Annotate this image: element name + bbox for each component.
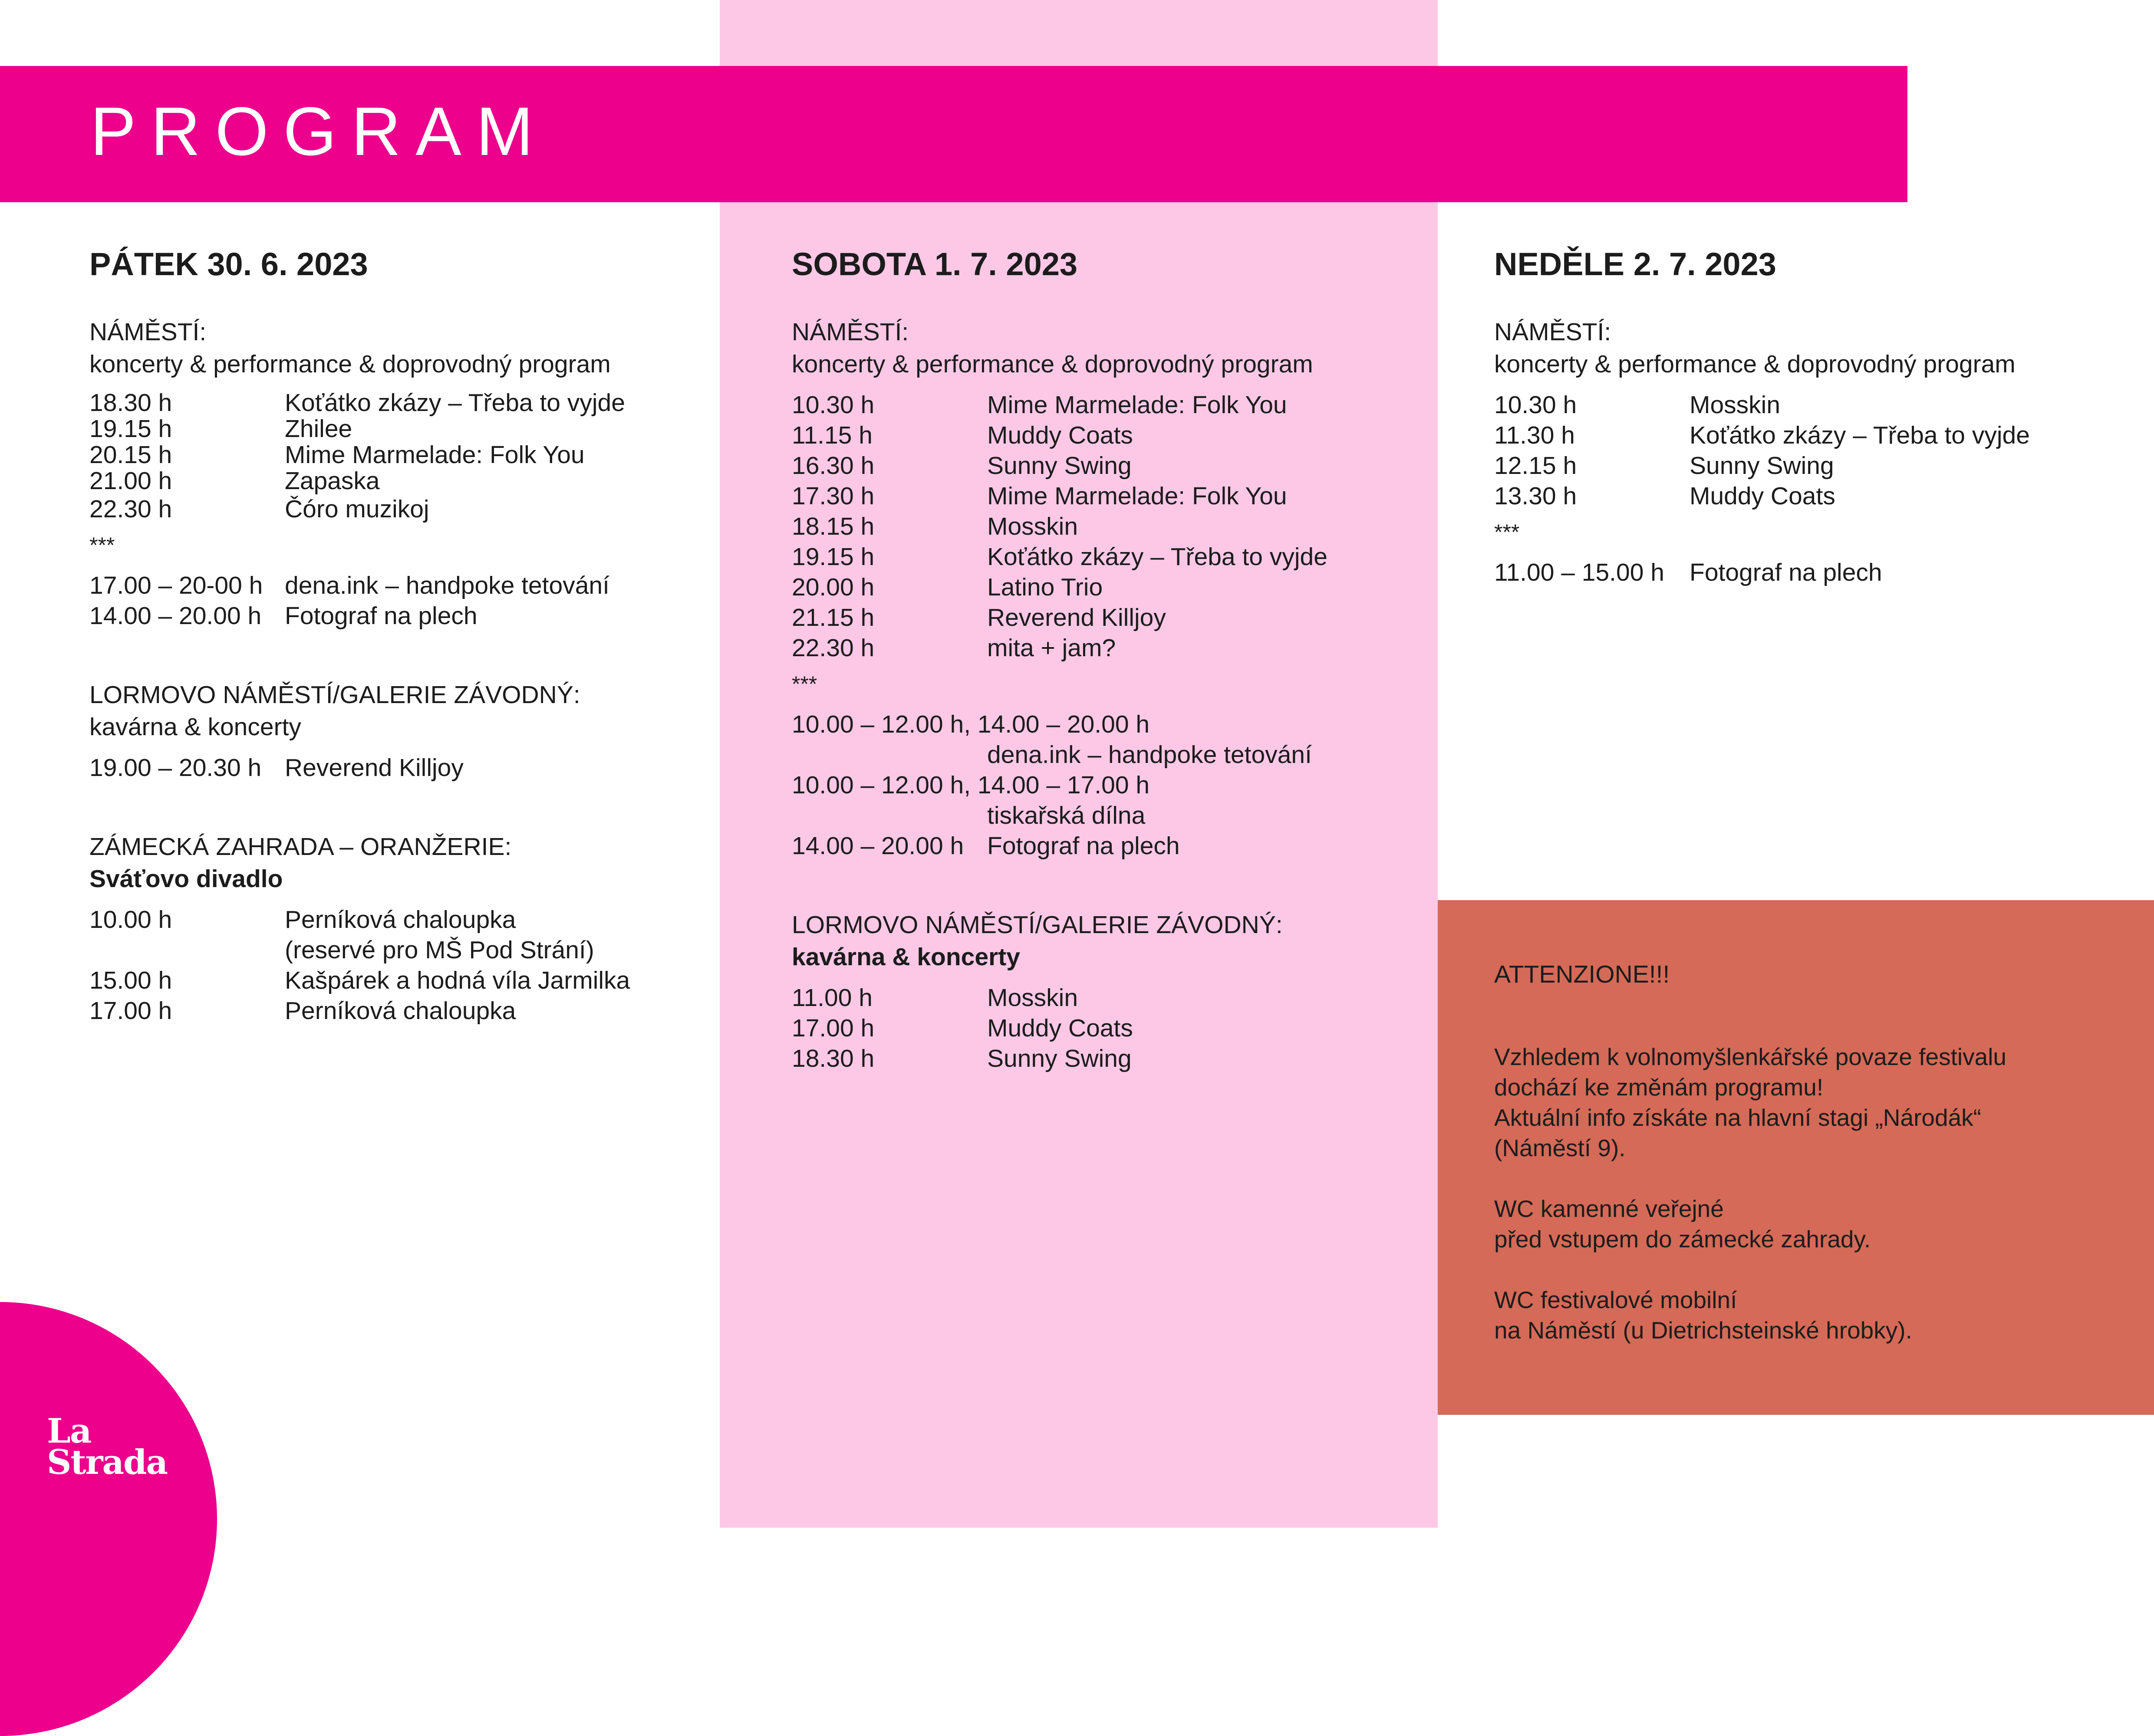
program-item	[792, 420, 1400, 450]
section-subtitle: koncerty & performance & doprovodný program	[1494, 350, 2016, 378]
item-name: mita + jam?	[987, 634, 1116, 662]
item-name: Zhilee	[285, 415, 352, 443]
day-column-friday	[89, 248, 697, 1026]
item-time: 21.00 h	[89, 467, 172, 495]
program-item	[89, 442, 697, 468]
item-time: 12.15 h	[1494, 452, 1577, 480]
item-time: 10.00 h	[89, 906, 172, 934]
separator: ***	[89, 533, 115, 557]
item-name: Zapaska	[285, 467, 380, 495]
item-time: 19.15 h	[792, 543, 875, 571]
la-strada-logo	[47, 1411, 168, 1482]
day-title: SOBOTA 1. 7. 2023	[792, 246, 1078, 282]
program-item	[792, 831, 1400, 861]
program-item	[792, 1043, 1400, 1074]
item-time: 11.30 h	[1494, 421, 1575, 449]
item-name: Fotograf na plech	[285, 602, 478, 630]
notice-title: ATTENZIONE!!!	[1494, 960, 1670, 988]
program-item	[792, 542, 1400, 572]
item-time: 10.30 h	[1494, 391, 1577, 419]
item-time: 20.15 h	[89, 441, 172, 469]
program-item	[89, 468, 697, 494]
item-name: Fotograf na plech	[1690, 559, 1882, 586]
notice-line: Vzhledem k volnomyšlenkářské povaze festivalu	[1494, 1043, 2007, 1070]
section-subtitle: Sváťovo divadlo	[89, 865, 283, 893]
item-time: 18.15 h	[792, 513, 875, 540]
item-time: 19.15 h	[89, 415, 172, 443]
program-item	[89, 965, 697, 996]
item-name: Reverend Killjoy	[987, 604, 1166, 631]
item-name: Muddy Coats	[987, 421, 1133, 449]
item-time: 22.30 h	[792, 634, 875, 662]
logo-line: Strada	[47, 1443, 168, 1482]
program-item	[792, 511, 1400, 542]
program-item	[89, 416, 697, 442]
program-item	[1494, 420, 2102, 450]
item-name: Čóro muzikoj	[285, 495, 429, 523]
item-time: 20.00 h	[792, 573, 875, 601]
program-item	[89, 601, 697, 631]
logo-line: La	[47, 1411, 91, 1451]
program-item	[792, 390, 1400, 420]
notice-paragraph	[1494, 1194, 2128, 1254]
item-note: (reservé pro MŠ Pod Strání)	[285, 936, 594, 964]
notice-line: před vstupem do zámecké zahrady.	[1494, 1226, 1871, 1253]
program-item	[792, 1013, 1400, 1043]
program-item-name: dena.ink – handpoke tetování	[987, 741, 1312, 769]
notice-line: WC kamenné veřejné	[1494, 1195, 1724, 1222]
item-time: 19.00 – 20.30 h	[89, 754, 262, 782]
item-time: 13.30 h	[1494, 482, 1577, 510]
section-subtitle: kavárna & koncerty	[89, 713, 301, 741]
item-name: Muddy Coats	[987, 1014, 1133, 1042]
section-title: NÁMĚSTÍ:	[89, 318, 207, 346]
item-name: dena.ink – handpoke tetování	[285, 572, 609, 599]
program-item	[792, 983, 1400, 1013]
item-time: 15.00 h	[89, 967, 172, 994]
program-item	[89, 996, 697, 1026]
section-title: NÁMĚSTÍ:	[1494, 318, 1611, 346]
notice-content	[1494, 959, 2128, 1376]
program-item-name: tiskařská dílna	[987, 802, 1146, 829]
section-subtitle: koncerty & performance & doprovodný program	[89, 350, 611, 378]
item-name: Perníková chaloupka	[285, 906, 516, 934]
item-name: Koťátko zkázy – Třeba to vyjde	[285, 389, 625, 417]
item-name: Muddy Coats	[1690, 482, 1835, 510]
item-time: 10.30 h	[792, 391, 875, 419]
item-time: 17.00 – 20-00 h	[89, 572, 263, 599]
program-item	[792, 481, 1400, 511]
logo-circle	[0, 1302, 217, 1736]
item-name: Fotograf na plech	[987, 832, 1180, 860]
program-item	[89, 570, 697, 601]
item-time: 18.30 h	[89, 389, 172, 417]
separator: ***	[792, 672, 817, 696]
item-name: Sunny Swing	[1690, 452, 1834, 480]
item-name: Mosskin	[1690, 391, 1781, 419]
day-column-sunday	[1494, 248, 2102, 588]
page-title: PROGRAM	[90, 93, 548, 170]
item-name: Koťátko zkázy – Třeba to vyjde	[987, 543, 1327, 571]
item-name: Sunny Swing	[987, 1045, 1132, 1072]
item-time: 11.00 h	[792, 984, 873, 1012]
section-subtitle: koncerty & performance & doprovodný program	[792, 350, 1313, 378]
item-time: 14.00 – 20.00 h	[89, 602, 262, 630]
program-item	[792, 633, 1400, 663]
item-name: Reverend Killjoy	[285, 754, 464, 782]
program-item	[792, 602, 1400, 633]
program-item	[1494, 557, 2102, 588]
item-name: Koťátko zkázy – Třeba to vyjde	[1690, 421, 2030, 449]
item-time: 14.00 – 20.00 h	[792, 832, 964, 860]
program-item-time: 10.00 – 12.00 h, 14.00 – 20.00 h	[792, 710, 1150, 738]
section-title: LORMOVO NÁMĚSTÍ/GALERIE ZÁVODNÝ:	[89, 681, 580, 709]
item-name: Kašpárek a hodná víla Jarmilka	[285, 967, 630, 994]
item-name: Perníková chaloupka	[285, 997, 516, 1025]
day-column-saturday	[792, 248, 1400, 1074]
separator: ***	[1494, 520, 1520, 544]
item-time: 17.00 h	[89, 997, 172, 1025]
program-item	[792, 450, 1400, 481]
item-time: 11.15 h	[792, 421, 873, 449]
notice-line: dochází ke změnám programu!	[1494, 1074, 1824, 1101]
item-name: Sunny Swing	[987, 452, 1132, 480]
notice-line: WC festivalové mobilní	[1494, 1286, 1737, 1313]
program-item	[89, 494, 697, 524]
program-item	[1494, 450, 2102, 481]
item-name: Latino Trio	[987, 573, 1103, 601]
item-name: Mime Marmelade: Folk You	[285, 441, 585, 469]
program-item-time: 10.00 – 12.00 h, 14.00 – 17.00 h	[792, 771, 1150, 799]
section-title: ZÁMECKÁ ZAHRADA – ORANŽERIE:	[89, 833, 512, 861]
section-subtitle: kavárna & koncerty	[792, 943, 1020, 971]
item-time: 22.30 h	[89, 495, 172, 523]
item-name: Mosskin	[987, 984, 1078, 1012]
item-time: 21.15 h	[792, 604, 875, 631]
program-item	[89, 904, 697, 935]
notice-line: na Náměstí (u Dietrichsteinské hrobky).	[1494, 1317, 1912, 1344]
item-time: 17.30 h	[792, 482, 875, 510]
section-title: LORMOVO NÁMĚSTÍ/GALERIE ZÁVODNÝ:	[792, 911, 1283, 939]
notice-paragraph	[1494, 1042, 2128, 1163]
item-name: Mosskin	[987, 513, 1078, 540]
item-time: 17.00 h	[792, 1014, 875, 1042]
item-time: 18.30 h	[792, 1045, 875, 1072]
day-title: NEDĚLE 2. 7. 2023	[1494, 246, 1776, 282]
day-title: PÁTEK 30. 6. 2023	[89, 246, 368, 282]
program-item	[89, 753, 697, 783]
notice-line: Aktuální info získáte na hlavní stagi „Národák“	[1494, 1104, 1981, 1131]
item-name: Mime Marmelade: Folk You	[987, 482, 1287, 510]
section-title: NÁMĚSTÍ:	[792, 318, 909, 346]
program-item	[1494, 390, 2102, 420]
program-item	[1494, 481, 2102, 511]
notice-line: (Náměstí 9).	[1494, 1134, 1626, 1161]
program-item	[89, 390, 697, 416]
item-name: Mime Marmelade: Folk You	[987, 391, 1287, 419]
program-item	[792, 572, 1400, 602]
item-time: 16.30 h	[792, 452, 875, 480]
item-time: 11.00 – 15.00 h	[1494, 559, 1664, 586]
notice-paragraph	[1494, 1285, 2128, 1345]
notice-box	[1438, 900, 2154, 1415]
